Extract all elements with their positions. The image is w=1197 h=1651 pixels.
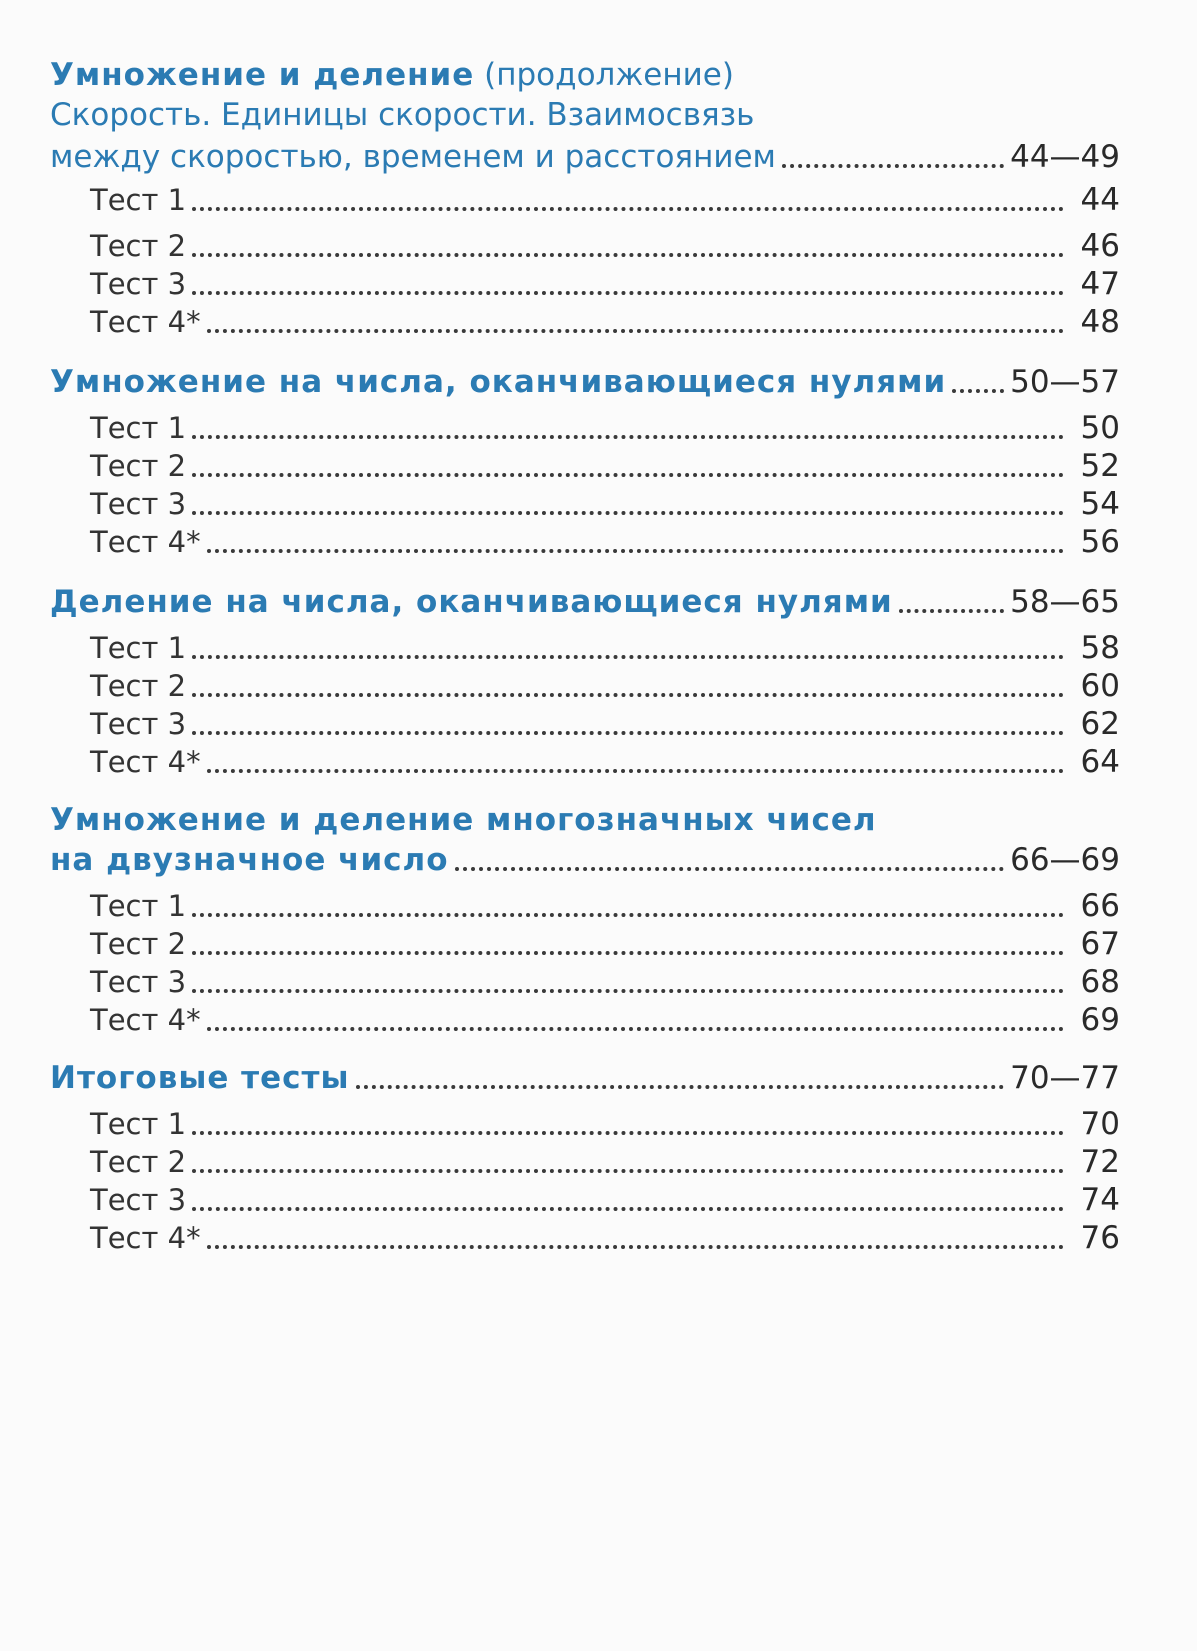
toc-test-entry[interactable] <box>90 742 1120 782</box>
toc-test-entry[interactable] <box>90 484 1120 524</box>
page-number: 60 <box>1080 668 1120 704</box>
dot-leader <box>207 1027 1064 1031</box>
test-label: Тест 3 <box>90 267 187 301</box>
dot-leader <box>192 435 1064 439</box>
dot-leader <box>356 1085 1004 1089</box>
toc-test-entry[interactable] <box>90 1142 1120 1182</box>
toc-entry[interactable] <box>50 362 1120 402</box>
test-label: Тест 2 <box>90 449 187 483</box>
test-label: Тест 1 <box>90 183 187 217</box>
page-range: 44—49 <box>1010 139 1120 175</box>
dot-leader <box>192 511 1064 515</box>
page-range: 66—69 <box>1010 842 1120 878</box>
section-title-continuation: (продолжение) <box>484 57 734 93</box>
section-title: Умножение и деление <box>50 57 475 93</box>
dot-leader <box>207 329 1064 333</box>
section-heading <box>50 55 1120 95</box>
page-number: 46 <box>1080 228 1120 264</box>
toc-test-entry[interactable] <box>90 302 1120 342</box>
toc-entry[interactable] <box>50 582 1120 622</box>
test-label: Тест 4* <box>90 305 201 339</box>
page-number: 62 <box>1080 706 1120 742</box>
page-number: 66 <box>1080 888 1120 924</box>
section-heading <box>50 800 1120 840</box>
dot-leader <box>192 1131 1064 1135</box>
page-number: 64 <box>1080 744 1120 780</box>
dot-leader <box>192 291 1064 295</box>
page-number: 68 <box>1080 964 1120 1000</box>
page-number: 67 <box>1080 926 1120 962</box>
dot-leader <box>207 769 1064 773</box>
toc-test-entry[interactable] <box>90 180 1120 220</box>
page-range: 50—57 <box>1010 364 1120 400</box>
dot-leader <box>899 609 1004 613</box>
section-title: Итоговые тесты <box>50 1060 350 1096</box>
toc-test-entry[interactable] <box>90 886 1120 926</box>
toc-test-entry[interactable] <box>90 264 1120 304</box>
toc-test-entry[interactable] <box>90 666 1120 706</box>
test-label: Тест 4* <box>90 1003 201 1037</box>
section-title: Умножение на числа, оканчивающиеся нулями <box>50 364 947 400</box>
toc-test-entry[interactable] <box>90 522 1120 562</box>
test-label: Тест 1 <box>90 411 187 445</box>
page-range: 70—77 <box>1010 1060 1120 1096</box>
dot-leader <box>192 951 1064 955</box>
test-label: Тест 3 <box>90 707 187 741</box>
test-label: Тест 2 <box>90 229 187 263</box>
toc-test-entry[interactable] <box>90 1104 1120 1144</box>
test-label: Тест 2 <box>90 1145 187 1179</box>
toc-test-entry[interactable] <box>90 1218 1120 1258</box>
toc-entry[interactable] <box>50 840 1120 880</box>
page-number: 56 <box>1080 524 1120 560</box>
dot-leader <box>192 207 1064 211</box>
dot-leader <box>192 1169 1064 1173</box>
dot-leader <box>192 731 1064 735</box>
toc-test-entry[interactable] <box>90 924 1120 964</box>
test-label: Тест 3 <box>90 487 187 521</box>
page-number: 44 <box>1080 182 1120 218</box>
test-label: Тест 2 <box>90 927 187 961</box>
page-number: 48 <box>1080 304 1120 340</box>
dot-leader <box>207 549 1064 553</box>
test-label: Тест 3 <box>90 1183 187 1217</box>
test-label: Тест 4* <box>90 525 201 559</box>
toc-entry[interactable] <box>50 137 1120 177</box>
dot-leader <box>782 164 1004 168</box>
toc-test-entry[interactable] <box>90 628 1120 668</box>
toc-test-entry[interactable] <box>90 1000 1120 1040</box>
test-label: Тест 3 <box>90 965 187 999</box>
dot-leader <box>207 1245 1064 1249</box>
section-subtitle-line: Скорость. Единицы скорости. Взаимосвязь <box>50 97 755 133</box>
section-title: на двузначное число <box>50 842 449 878</box>
dot-leader <box>192 913 1064 917</box>
test-label: Тест 1 <box>90 1107 187 1141</box>
toc-test-entry[interactable] <box>90 962 1120 1002</box>
section-subtitle-line: между скоростью, временем и расстоянием <box>50 139 776 175</box>
test-label: Тест 1 <box>90 631 187 665</box>
page-number: 76 <box>1080 1220 1120 1256</box>
page-number: 72 <box>1080 1144 1120 1180</box>
test-label: Тест 4* <box>90 745 201 779</box>
section-title: Умножение и деление многозначных чисел <box>50 802 877 838</box>
dot-leader <box>192 1207 1064 1211</box>
dot-leader <box>192 253 1064 257</box>
page-number: 54 <box>1080 486 1120 522</box>
toc-entry[interactable] <box>50 1058 1120 1098</box>
toc-test-entry[interactable] <box>90 446 1120 486</box>
page-number: 69 <box>1080 1002 1120 1038</box>
toc-test-entry[interactable] <box>90 226 1120 266</box>
test-label: Тест 1 <box>90 889 187 923</box>
section-title: Деление на числа, оканчивающиеся нулями <box>50 584 893 620</box>
page-number: 70 <box>1080 1106 1120 1142</box>
dot-leader <box>192 989 1064 993</box>
section-subtitle <box>50 95 1120 135</box>
dot-leader <box>192 693 1064 697</box>
page-number: 52 <box>1080 448 1120 484</box>
page-number: 58 <box>1080 630 1120 666</box>
dot-leader <box>192 655 1064 659</box>
page-number: 47 <box>1080 266 1120 302</box>
dot-leader <box>192 473 1064 477</box>
toc-test-entry[interactable] <box>90 408 1120 448</box>
page-number: 74 <box>1080 1182 1120 1218</box>
dot-leader <box>455 867 1004 871</box>
test-label: Тест 2 <box>90 669 187 703</box>
test-label: Тест 4* <box>90 1221 201 1255</box>
toc-test-entry[interactable] <box>90 704 1120 744</box>
dot-leader <box>952 389 1004 393</box>
page-range: 58—65 <box>1010 584 1120 620</box>
toc-test-entry[interactable] <box>90 1180 1120 1220</box>
page-number: 50 <box>1080 410 1120 446</box>
